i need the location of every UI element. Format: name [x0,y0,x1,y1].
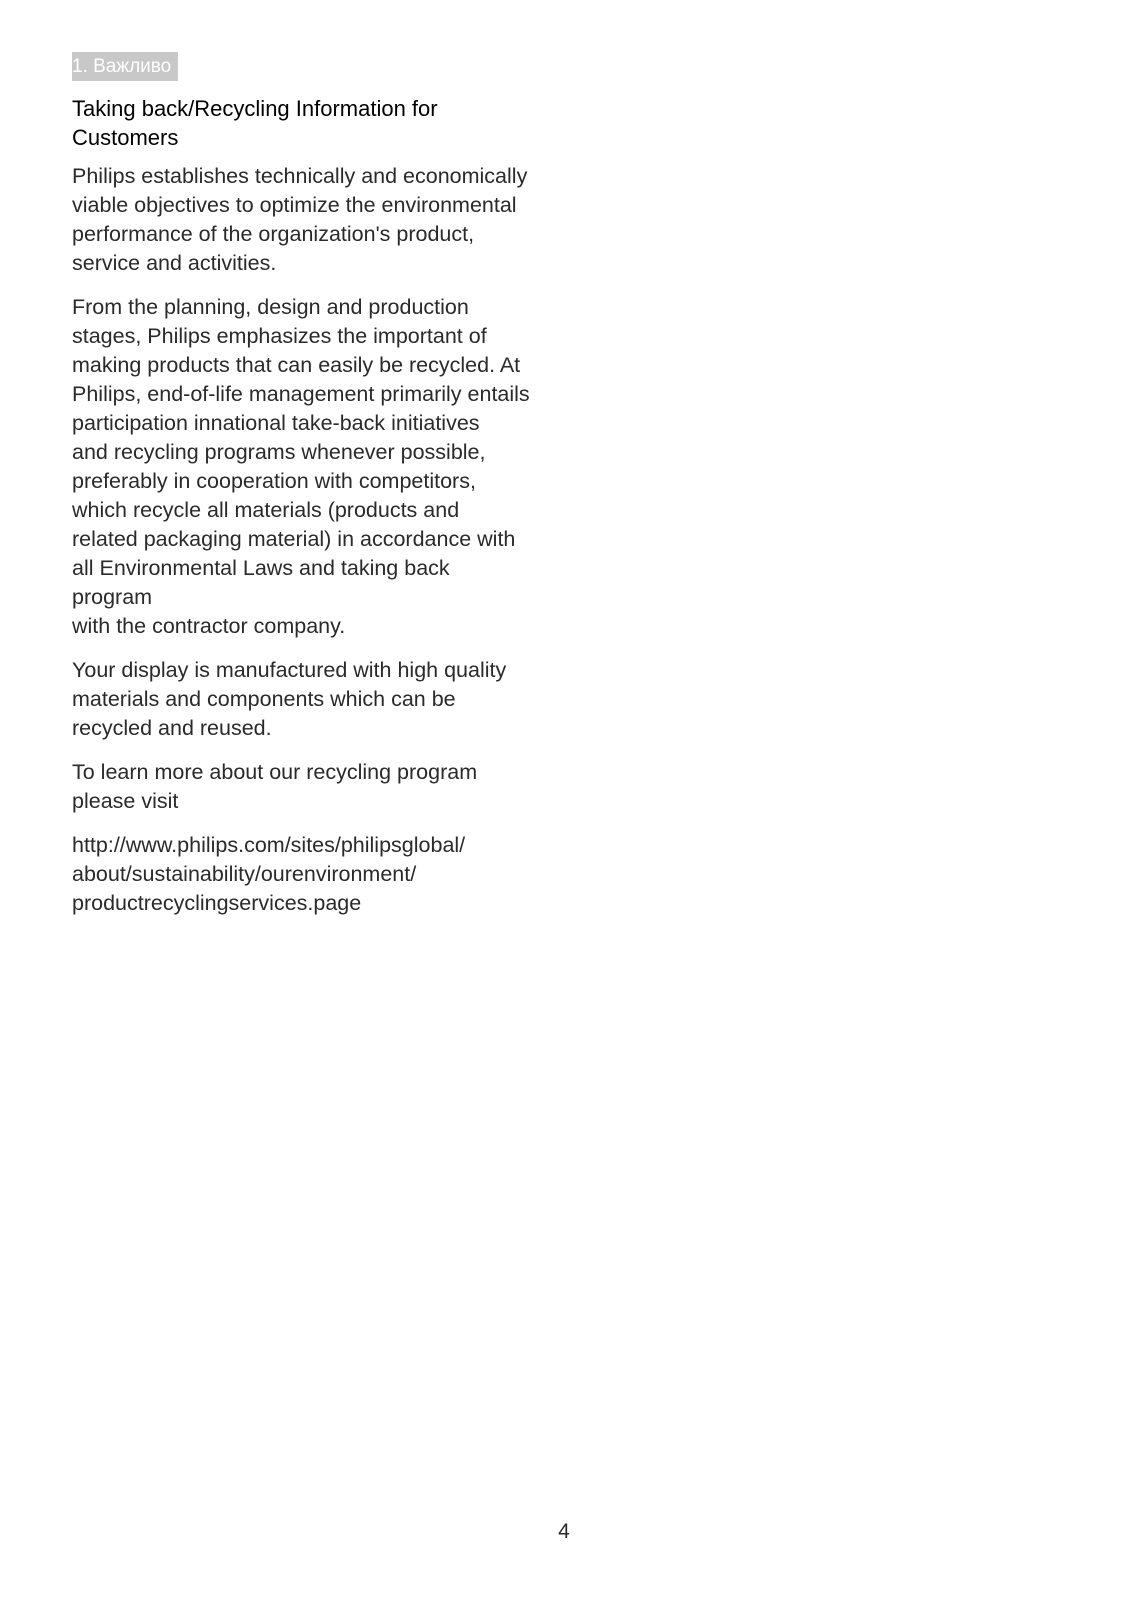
paragraph-planning: From the planning, design and production stages, Philips emphasizes the important of making products that can easily be recycled. At Philips, end-of-life management primarily entails participation innational take-back initiatives and recycling programs whenever possible, preferably in cooperation with competitors, which recycle all materials (products and related packaging material) in accordance with all Environmental Laws and taking back program with the contractor company. [72,295,530,638]
text-column [72,94,532,918]
paragraph-learn-more: To learn more about our recycling program please visit [72,760,478,813]
paragraph-materials: Your display is manufactured with high quality materials and components which can be recycled and reused. [72,658,507,740]
section-tag: 1. Важливо [72,52,178,81]
page-number: 4 [558,1520,570,1543]
section-heading: Taking back/Recycling Information for Customers [72,96,438,150]
recycling-url: http://www.philips.com/sites/philipsglobal/ about/sustainability/ourenvironment/ productrecyclingservices.page [72,833,466,915]
paragraph-objectives: Philips establishes technically and economically viable objectives to optimize the environmental performance of the organization's product, service and activities. [72,164,528,275]
